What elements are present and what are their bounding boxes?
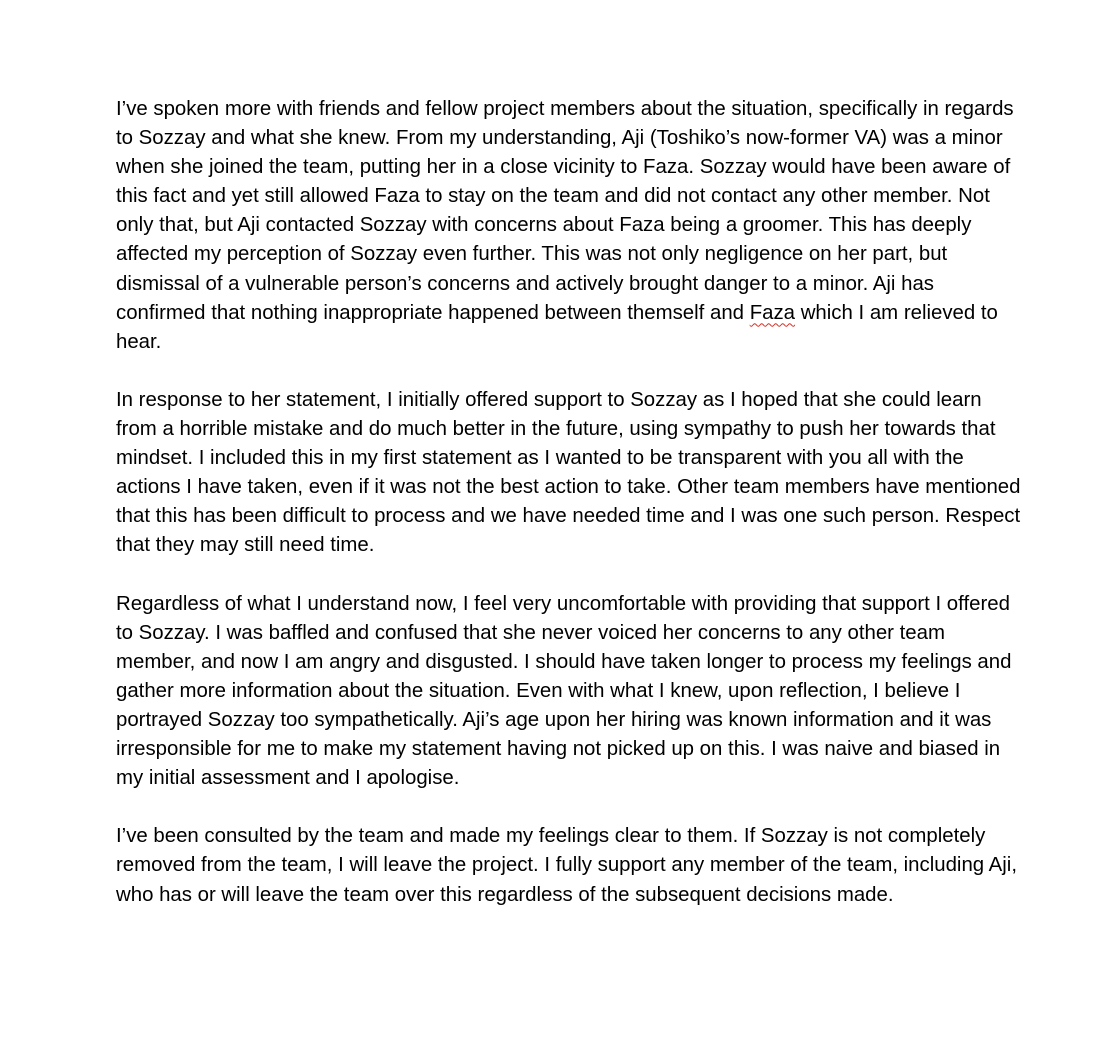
spellcheck-flagged-word[interactable]: Faza (749, 301, 796, 324)
paragraph-1-text-after: which I am relieved to hear. (116, 301, 998, 353)
paragraph-1-text-before: I’ve spoken more with friends and fellow project members about the situation, specifically in regards to Sozzay and what she knew. From my understanding, Aji (Toshiko’s now-former VA) was a minor when she joined the team, putting her in a close vicinity to Faza. Sozzay would have been aware of this fact and yet still allowed Faza to stay on the team and did not contact any other member. Not only that, but Aji contacted Sozzay with concerns about Faza being a groomer. This has deeply affected my perception of Sozzay even further. This was not only negligence on her part, but dismissal of a vulnerable person’s concerns and actively brought danger to a minor. Aji has confirmed that nothing inappropriate happened between themself and (116, 98, 1014, 324)
paragraph-2: In response to her statement, I initially offered support to Sozzay as I hoped that she could learn from a horrible mistake and do much better in the future, using sympathy to push her towards that mindset. I included this in my first statement as I wanted to be transparent with you all with the actions I have taken, even if it was not the best action to take. Other team members have mentioned that this has been difficult to process and we have needed time and I was one such person. Respect that they may still need time. (116, 388, 1021, 557)
document-body[interactable] (116, 95, 1026, 910)
paragraph-3: Regardless of what I understand now, I feel very uncomfortable with providing that support I offered to Sozzay. I was baffled and confused that she never voiced her concerns to any other team member, and now I am angry and disgusted. I should have taken longer to process my feelings and gather more information about the situation. Even with what I knew, upon reflection, I believe I portrayed Sozzay too sympathetically. Aji’s age upon her hiring was known information and it was irresponsible for me to make my statement having not picked up on this. I was naive and biased in my initial assessment and I apologise. (116, 592, 1012, 790)
paragraph-1 (116, 95, 1026, 357)
paragraph-4: I’ve been consulted by the team and made my feelings clear to them. If Sozzay is not completely removed from the team, I will leave the project. I fully support any member of the team, including Aji, who has or will leave the team over this regardless of the subsequent decisions made. (116, 825, 1018, 906)
